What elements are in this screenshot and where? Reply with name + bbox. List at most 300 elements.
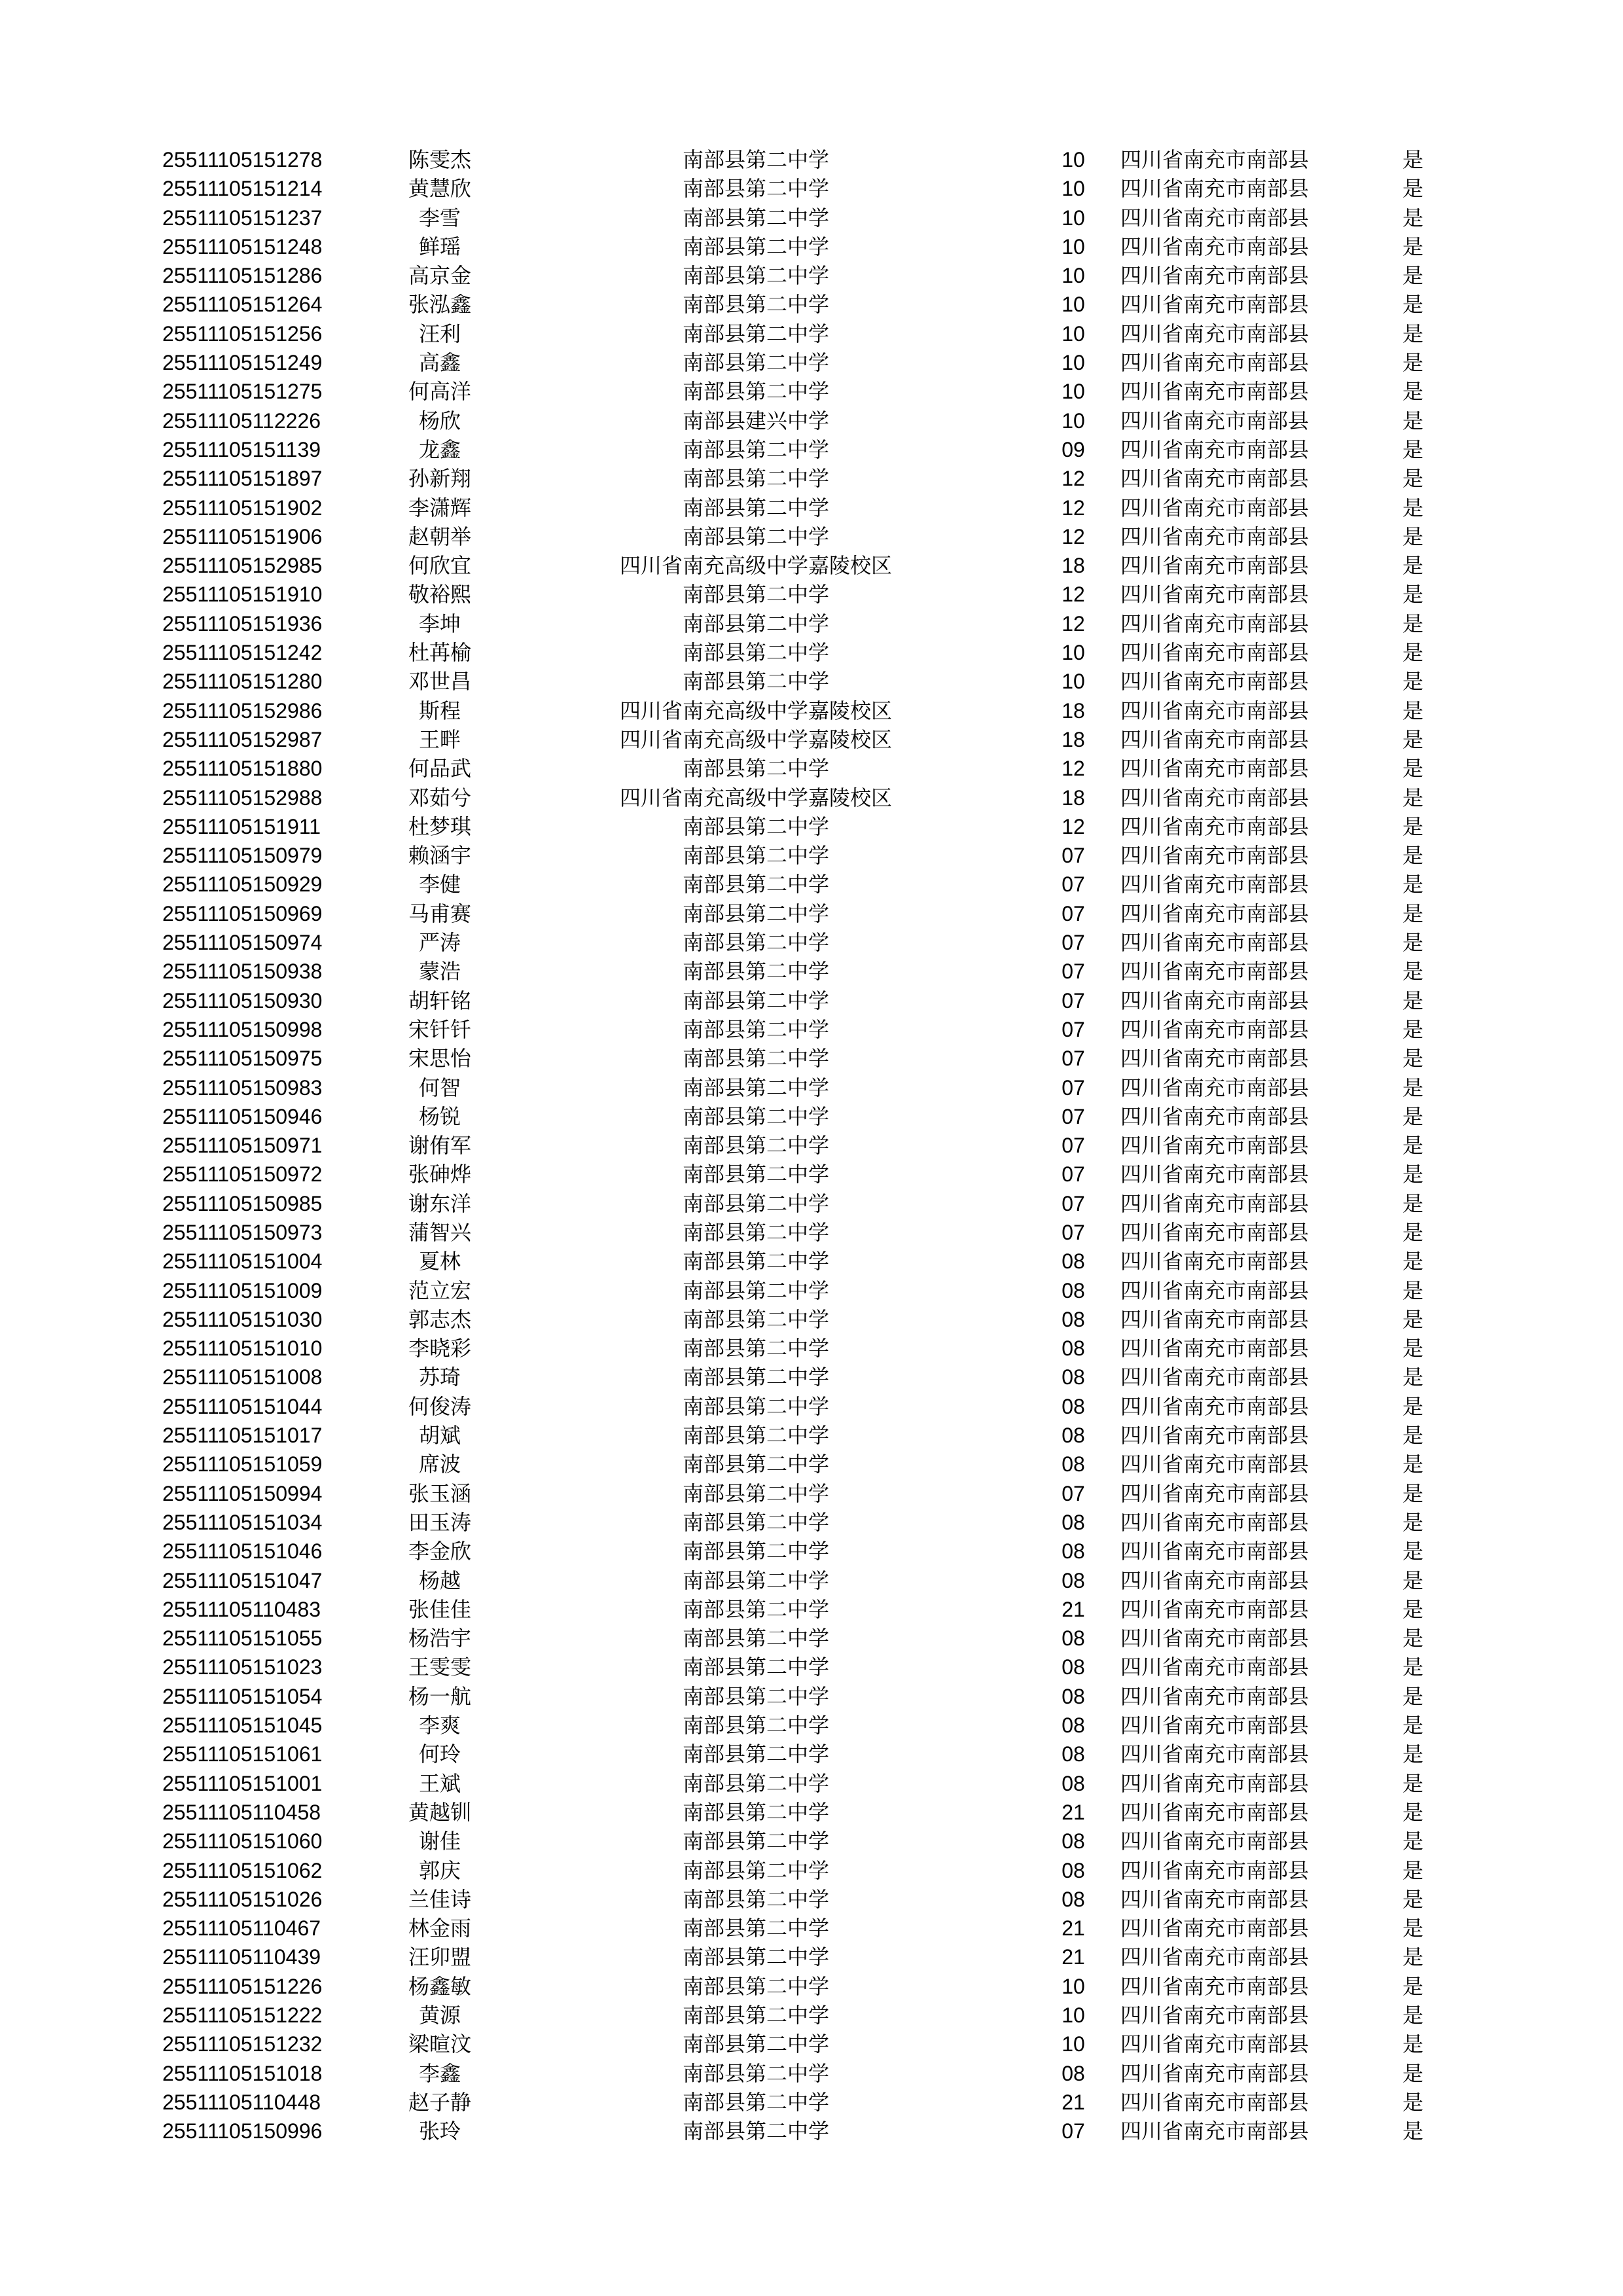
table-row xyxy=(0,1015,1623,1044)
student-name-cell-text: 何俊涛 xyxy=(408,1393,472,1419)
student-name-cell-text: 杨欣 xyxy=(419,408,461,433)
student-name-cell-text: 田玉涛 xyxy=(408,1509,472,1535)
status-flag-cell: 是 xyxy=(1402,321,1424,346)
region-cell: 四川省南充市南部县 xyxy=(1120,1016,1310,1042)
class-code-cell-text: 21 xyxy=(1061,1800,1085,1824)
table-row xyxy=(0,232,1623,261)
table-row xyxy=(0,580,1623,609)
student-name-cell-text: 李金欣 xyxy=(408,1539,472,1564)
school-cell-text: 南部县第二中学 xyxy=(683,1162,830,1187)
table-row xyxy=(0,1508,1623,1537)
exam-id-cell: 25511105110439 xyxy=(162,1945,321,1969)
status-flag-cell: 是 xyxy=(1402,1075,1424,1100)
exam-id-cell: 25511105151897 xyxy=(162,467,323,491)
student-name-cell-text: 梁暄汶 xyxy=(408,2032,472,2057)
table-row xyxy=(0,1943,1623,1971)
status-flag-cell: 是 xyxy=(1402,582,1424,607)
school-cell-text: 南部县第二中学 xyxy=(683,1133,830,1158)
table-row xyxy=(0,1044,1623,1073)
region-cell: 四川省南充市南部县 xyxy=(1120,408,1310,433)
table-row xyxy=(0,2117,1623,2145)
school-cell-text: 南部县第二中学 xyxy=(683,1423,830,1448)
status-flag-cell: 是 xyxy=(1402,1133,1424,1158)
school-cell-text: 南部县第二中学 xyxy=(683,321,830,346)
region-cell: 四川省南充市南部县 xyxy=(1120,640,1310,666)
student-name-cell-text: 李坤 xyxy=(419,611,461,636)
table-row xyxy=(0,493,1623,522)
region-cell: 四川省南充市南部县 xyxy=(1120,1393,1310,1419)
school-cell-text: 南部县第二中学 xyxy=(683,1742,830,1767)
school-cell-text: 南部县第二中学 xyxy=(683,1046,830,1071)
school-cell-text: 南部县第二中学 xyxy=(683,234,830,259)
student-name-cell-text: 席波 xyxy=(419,1452,461,1477)
status-flag-cell: 是 xyxy=(1402,1655,1424,1680)
region-cell: 四川省南充市南部县 xyxy=(1120,147,1310,172)
table-row xyxy=(0,2059,1623,2088)
student-name-cell-text: 谢东洋 xyxy=(408,1191,472,1216)
exam-id-cell: 25511105151046 xyxy=(162,1539,323,1564)
region-cell: 四川省南充市南部县 xyxy=(1120,495,1310,520)
status-flag-cell: 是 xyxy=(1402,1568,1424,1593)
table-row xyxy=(0,754,1623,783)
exam-id-cell: 25511105151910 xyxy=(162,583,323,607)
school-cell-text: 南部县第二中学 xyxy=(683,437,830,462)
class-code-cell-text: 08 xyxy=(1061,1452,1085,1477)
status-flag-cell: 是 xyxy=(1402,959,1424,984)
status-flag-cell: 是 xyxy=(1402,1916,1424,1941)
region-cell: 四川省南充市南部县 xyxy=(1120,2003,1310,2028)
exam-id-cell: 25511105110467 xyxy=(162,1916,321,1941)
region-cell: 四川省南充市南部县 xyxy=(1120,553,1310,579)
school-cell-text: 南部县第二中学 xyxy=(683,2032,830,2057)
class-code-cell-text: 08 xyxy=(1061,1365,1085,1390)
exam-id-cell: 25511105151047 xyxy=(162,1568,323,1592)
student-name-cell-text: 黄源 xyxy=(419,2003,461,2028)
class-code-cell-text: 08 xyxy=(1061,1713,1085,1738)
class-code-cell-text: 07 xyxy=(1061,1017,1085,1041)
region-cell: 四川省南充市南部县 xyxy=(1120,1857,1310,1883)
class-code-cell-text: 08 xyxy=(1061,1336,1085,1361)
status-flag-cell: 是 xyxy=(1402,988,1424,1013)
student-name-cell-text: 宋钎钎 xyxy=(408,1016,472,1042)
exam-id-cell: 25511105150969 xyxy=(162,901,323,925)
status-flag-cell: 是 xyxy=(1402,814,1424,839)
table-row xyxy=(0,1653,1623,1681)
region-cell: 四川省南充市南部县 xyxy=(1120,1799,1310,1825)
class-code-cell-text: 12 xyxy=(1061,467,1085,491)
table-row xyxy=(0,899,1623,928)
student-name-cell-text: 蒙浩 xyxy=(419,959,461,984)
table-row xyxy=(0,348,1623,377)
student-name-cell-text: 张佳佳 xyxy=(408,1596,472,1622)
status-flag-cell: 是 xyxy=(1402,756,1424,781)
exam-id-cell: 25511105152985 xyxy=(162,554,323,578)
region-cell: 四川省南充市南部县 xyxy=(1120,1075,1310,1100)
class-code-cell-text: 08 xyxy=(1061,1887,1085,1911)
school-cell-text: 南部县第二中学 xyxy=(683,669,830,694)
region-cell: 四川省南充市南部县 xyxy=(1120,1770,1310,1796)
school-cell-text: 四川省南充高级中学嘉陵校区 xyxy=(620,785,893,810)
region-cell: 四川省南充市南部县 xyxy=(1120,1945,1310,1970)
student-name-cell-text: 蒲智兴 xyxy=(408,1219,472,1245)
status-flag-cell: 是 xyxy=(1402,785,1424,810)
table-row xyxy=(0,1914,1623,1943)
table-row xyxy=(0,290,1623,319)
class-code-cell-text: 12 xyxy=(1061,583,1085,607)
school-cell-text: 南部县第二中学 xyxy=(683,2060,830,2086)
status-flag-cell: 是 xyxy=(1402,408,1424,433)
exam-id-cell: 25511105150985 xyxy=(162,1191,323,1215)
status-flag-cell: 是 xyxy=(1402,901,1424,926)
school-cell-text: 南部县建兴中学 xyxy=(683,408,830,433)
exam-id-cell: 25511105151249 xyxy=(162,351,323,375)
student-name-cell-text: 林金雨 xyxy=(408,1916,472,1941)
table-row xyxy=(0,1682,1623,1711)
status-flag-cell: 是 xyxy=(1402,1365,1424,1390)
table-row xyxy=(0,928,1623,957)
school-cell-text: 南部县第二中学 xyxy=(683,1278,830,1303)
table-row xyxy=(0,174,1623,203)
exam-id-cell: 25511105151010 xyxy=(162,1336,323,1361)
table-row xyxy=(0,812,1623,841)
school-cell-text: 南部县第二中学 xyxy=(683,1655,830,1680)
status-flag-cell: 是 xyxy=(1402,1886,1424,1912)
class-code-cell-text: 10 xyxy=(1061,670,1085,694)
class-code-cell-text: 10 xyxy=(1061,2003,1085,2027)
exam-id-cell: 25511105151286 xyxy=(162,264,323,288)
status-flag-cell: 是 xyxy=(1402,495,1424,520)
table-row xyxy=(0,1595,1623,1624)
region-cell: 四川省南充市南部县 xyxy=(1120,1742,1310,1767)
school-cell-text: 南部县第二中学 xyxy=(683,2089,830,2115)
class-code-cell-text: 18 xyxy=(1061,785,1085,810)
class-code-cell-text: 07 xyxy=(1061,1162,1085,1187)
table-row xyxy=(0,1798,1623,1827)
status-flag-cell: 是 xyxy=(1402,2060,1424,2086)
status-flag-cell: 是 xyxy=(1402,263,1424,289)
student-name-cell-text: 何玲 xyxy=(419,1742,461,1767)
region-cell: 四川省南充市南部县 xyxy=(1120,988,1310,1013)
student-name-cell-text: 李健 xyxy=(419,872,461,897)
class-code-cell-text: 07 xyxy=(1061,1481,1085,1505)
table-row xyxy=(0,1537,1623,1566)
student-name-cell-text: 陈雯杰 xyxy=(408,147,472,172)
status-flag-cell: 是 xyxy=(1402,379,1424,404)
class-code-cell-text: 10 xyxy=(1061,321,1085,346)
school-cell-text: 南部县第二中学 xyxy=(683,176,830,202)
table-row xyxy=(0,1769,1623,1798)
class-code-cell-text: 08 xyxy=(1061,1394,1085,1418)
status-flag-cell: 是 xyxy=(1402,524,1424,549)
exam-id-cell: 25511105110483 xyxy=(162,1597,321,1621)
status-flag-cell: 是 xyxy=(1402,1306,1424,1332)
table-row xyxy=(0,1363,1623,1391)
exam-id-cell: 25511105151242 xyxy=(162,641,323,665)
school-cell-text: 南部县第二中学 xyxy=(683,292,830,317)
table-row xyxy=(0,696,1623,725)
class-code-cell-text: 08 xyxy=(1061,1568,1085,1592)
region-cell: 四川省南充市南部县 xyxy=(1120,1103,1310,1129)
student-name-cell-text: 苏琦 xyxy=(419,1365,461,1390)
table-row xyxy=(0,522,1623,551)
table-row xyxy=(0,1711,1623,1740)
region-cell: 四川省南充市南部县 xyxy=(1120,1568,1310,1593)
table-row xyxy=(0,1566,1623,1595)
student-name-cell-text: 何欣宜 xyxy=(408,553,472,579)
exam-id-cell: 25511105150994 xyxy=(162,1481,323,1505)
school-cell-text: 南部县第二中学 xyxy=(683,2003,830,2028)
status-flag-cell: 是 xyxy=(1402,1219,1424,1245)
region-cell: 四川省南充市南部县 xyxy=(1120,1480,1310,1506)
region-cell: 四川省南充市南部县 xyxy=(1120,814,1310,839)
student-name-cell-text: 夏林 xyxy=(419,1249,461,1274)
region-cell: 四川省南充市南部县 xyxy=(1120,1046,1310,1071)
class-code-cell-text: 10 xyxy=(1061,234,1085,259)
table-row xyxy=(0,435,1623,464)
region-cell: 四川省南充市南部县 xyxy=(1120,582,1310,607)
exam-id-cell: 25511105151018 xyxy=(162,2061,323,2085)
region-cell: 四川省南充市南部县 xyxy=(1120,1916,1310,1941)
exam-id-cell: 25511105151026 xyxy=(162,1887,323,1911)
region-cell: 四川省南充市南部县 xyxy=(1120,1713,1310,1738)
school-cell-text: 南部县第二中学 xyxy=(683,1626,830,1651)
class-code-cell-text: 12 xyxy=(1061,495,1085,520)
exam-id-cell: 25511105152988 xyxy=(162,785,323,810)
class-code-cell-text: 21 xyxy=(1061,2090,1085,2114)
table-row xyxy=(0,1131,1623,1160)
status-flag-cell: 是 xyxy=(1402,1945,1424,1970)
exam-id-cell: 25511105151906 xyxy=(162,524,323,548)
school-cell-text: 南部县第二中学 xyxy=(683,988,830,1013)
region-cell: 四川省南充市南部县 xyxy=(1120,698,1310,723)
class-code-cell-text: 21 xyxy=(1061,1916,1085,1941)
student-name-cell-text: 胡斌 xyxy=(419,1423,461,1448)
student-name-cell-text: 谢侑军 xyxy=(408,1133,472,1158)
status-flag-cell: 是 xyxy=(1402,1249,1424,1274)
school-cell-text: 南部县第二中学 xyxy=(683,205,830,230)
region-cell: 四川省南充市南部县 xyxy=(1120,2032,1310,2057)
exam-id-cell: 25511105151237 xyxy=(162,206,323,230)
status-flag-cell: 是 xyxy=(1402,1857,1424,1883)
school-cell-text: 南部县第二中学 xyxy=(683,872,830,897)
status-flag-cell: 是 xyxy=(1402,234,1424,259)
class-code-cell-text: 10 xyxy=(1061,380,1085,404)
exam-id-cell: 25511105151936 xyxy=(162,611,323,636)
region-cell: 四川省南充市南部县 xyxy=(1120,1249,1310,1274)
data-table xyxy=(0,145,1623,2145)
student-name-cell-text: 何智 xyxy=(419,1075,461,1100)
table-row xyxy=(0,1073,1623,1102)
exam-id-cell: 25511105150983 xyxy=(162,1075,323,1100)
region-cell: 四川省南充市南部县 xyxy=(1120,1509,1310,1535)
exam-id-cell: 25511105150971 xyxy=(162,1134,323,1158)
table-row xyxy=(0,2001,1623,2030)
table-row xyxy=(0,1392,1623,1421)
region-cell: 四川省南充市南部县 xyxy=(1120,843,1310,869)
exam-id-cell: 25511105151264 xyxy=(162,293,323,317)
table-row xyxy=(0,261,1623,290)
exam-id-cell: 25511105151059 xyxy=(162,1452,323,1477)
region-cell: 四川省南充市南部县 xyxy=(1120,234,1310,259)
class-code-cell-text: 08 xyxy=(1061,1249,1085,1274)
class-code-cell-text: 10 xyxy=(1061,293,1085,317)
region-cell: 四川省南充市南部县 xyxy=(1120,2119,1310,2144)
school-cell-text: 南部县第二中学 xyxy=(683,1799,830,1825)
school-cell-text: 南部县第二中学 xyxy=(683,1539,830,1564)
school-cell-text: 四川省南充高级中学嘉陵校区 xyxy=(620,726,893,752)
student-name-cell-text: 斯程 xyxy=(419,698,461,723)
student-name-cell-text: 邓世昌 xyxy=(408,669,472,694)
student-name-cell-text: 李爽 xyxy=(419,1713,461,1738)
school-cell-text: 南部县第二中学 xyxy=(683,1249,830,1274)
region-cell: 四川省南充市南部县 xyxy=(1120,1626,1310,1651)
status-flag-cell: 是 xyxy=(1402,1393,1424,1419)
student-name-cell-text: 杨鑫敏 xyxy=(408,1973,472,1999)
status-flag-cell: 是 xyxy=(1402,1452,1424,1477)
exam-id-cell: 25511105151034 xyxy=(162,1510,323,1534)
class-code-cell-text: 10 xyxy=(1061,408,1085,433)
student-name-cell-text: 严涛 xyxy=(419,930,461,956)
class-code-cell-text: 07 xyxy=(1061,901,1085,925)
region-cell: 四川省南充市南部县 xyxy=(1120,1596,1310,1622)
student-name-cell-text: 张玉涵 xyxy=(408,1480,472,1506)
student-name-cell-text: 赖涵宇 xyxy=(408,843,472,869)
status-flag-cell: 是 xyxy=(1402,1596,1424,1622)
exam-id-cell: 25511105151278 xyxy=(162,148,323,171)
table-row xyxy=(0,1624,1623,1653)
status-flag-cell: 是 xyxy=(1402,726,1424,752)
status-flag-cell: 是 xyxy=(1402,843,1424,869)
school-cell-text: 南部县第二中学 xyxy=(683,1683,830,1709)
region-cell: 四川省南充市南部县 xyxy=(1120,321,1310,346)
school-cell-text: 南部县第二中学 xyxy=(683,1945,830,1970)
student-name-cell-text: 汪卯盟 xyxy=(408,1945,472,1970)
region-cell: 四川省南充市南部县 xyxy=(1120,901,1310,926)
table-row xyxy=(0,1334,1623,1363)
school-cell-text: 南部县第二中学 xyxy=(683,1075,830,1100)
table-row xyxy=(0,464,1623,493)
table-row xyxy=(0,2088,1623,2117)
status-flag-cell: 是 xyxy=(1402,640,1424,666)
region-cell: 四川省南充市南部县 xyxy=(1120,872,1310,897)
status-flag-cell: 是 xyxy=(1402,176,1424,202)
student-name-cell-text: 黄越钏 xyxy=(408,1799,472,1825)
exam-id-cell: 25511105150974 xyxy=(162,931,323,955)
school-cell-text: 南部县第二中学 xyxy=(683,1973,830,1999)
status-flag-cell: 是 xyxy=(1402,1423,1424,1448)
class-code-cell-text: 08 xyxy=(1061,1829,1085,1854)
table-row xyxy=(0,1276,1623,1305)
table-row xyxy=(0,204,1623,232)
status-flag-cell: 是 xyxy=(1402,1799,1424,1825)
status-flag-cell: 是 xyxy=(1402,1829,1424,1854)
region-cell: 四川省南充市南部县 xyxy=(1120,1655,1310,1680)
status-flag-cell: 是 xyxy=(1402,872,1424,897)
status-flag-cell: 是 xyxy=(1402,553,1424,579)
table-row xyxy=(0,1740,1623,1768)
region-cell: 四川省南充市南部县 xyxy=(1120,1365,1310,1390)
student-name-cell-text: 宋思怡 xyxy=(408,1046,472,1071)
table-row xyxy=(0,1421,1623,1450)
student-name-cell-text: 高京金 xyxy=(408,263,472,289)
student-name-cell-text: 鲜瑶 xyxy=(419,234,461,259)
student-name-cell-text: 郭庆 xyxy=(419,1857,461,1883)
exam-id-cell: 25511105151256 xyxy=(162,321,323,346)
exam-id-cell: 25511105151004 xyxy=(162,1249,323,1274)
region-cell: 四川省南充市南部县 xyxy=(1120,437,1310,462)
class-code-cell-text: 08 xyxy=(1061,1858,1085,1882)
class-code-cell-text: 08 xyxy=(1061,2061,1085,2085)
table-row xyxy=(0,406,1623,435)
school-cell-text: 南部县第二中学 xyxy=(683,611,830,636)
region-cell: 四川省南充市南部县 xyxy=(1120,1423,1310,1448)
status-flag-cell: 是 xyxy=(1402,437,1424,462)
school-cell-text: 南部县第二中学 xyxy=(683,1219,830,1245)
region-cell: 四川省南充市南部县 xyxy=(1120,1539,1310,1564)
class-code-cell-text: 07 xyxy=(1061,1191,1085,1215)
exam-id-cell: 25511105151009 xyxy=(162,1278,323,1302)
student-name-cell-text: 王斌 xyxy=(419,1770,461,1796)
student-name-cell-text: 汪利 xyxy=(419,321,461,346)
table-row xyxy=(0,1479,1623,1508)
class-code-cell-text: 08 xyxy=(1061,1742,1085,1767)
status-flag-cell: 是 xyxy=(1402,1973,1424,1999)
region-cell: 四川省南充市南部县 xyxy=(1120,1829,1310,1854)
school-cell-text: 南部县第二中学 xyxy=(683,1452,830,1477)
status-flag-cell: 是 xyxy=(1402,1336,1424,1361)
student-name-cell-text: 杜苒榆 xyxy=(408,640,472,666)
class-code-cell-text: 07 xyxy=(1061,960,1085,984)
region-cell: 四川省南充市南部县 xyxy=(1120,669,1310,694)
exam-id-cell: 25511105151275 xyxy=(162,380,323,404)
exam-id-cell: 25511105110448 xyxy=(162,2090,321,2114)
student-name-cell-text: 何品武 xyxy=(408,756,472,781)
exam-id-cell: 25511105151226 xyxy=(162,1974,323,1998)
status-flag-cell: 是 xyxy=(1402,1539,1424,1564)
exam-id-cell: 25511105151061 xyxy=(162,1742,323,1767)
region-cell: 四川省南充市南部县 xyxy=(1120,1133,1310,1158)
student-name-cell-text: 李潇辉 xyxy=(408,495,472,520)
student-name-cell-text: 王雯雯 xyxy=(408,1655,472,1680)
class-code-cell-text: 10 xyxy=(1061,206,1085,230)
school-cell-text: 南部县第二中学 xyxy=(683,379,830,404)
exam-id-cell: 25511105151280 xyxy=(162,670,323,694)
exam-id-cell: 25511105112226 xyxy=(162,408,321,433)
status-flag-cell: 是 xyxy=(1402,1016,1424,1042)
status-flag-cell: 是 xyxy=(1402,2003,1424,2028)
class-code-cell-text: 18 xyxy=(1061,727,1085,751)
school-cell-text: 南部县第二中学 xyxy=(683,959,830,984)
student-name-cell-text: 赵子静 xyxy=(408,2089,472,2115)
school-cell-text: 南部县第二中学 xyxy=(683,466,830,492)
exam-id-cell: 25511105151139 xyxy=(162,437,321,461)
school-cell-text: 南部县第二中学 xyxy=(683,756,830,781)
table-row xyxy=(0,783,1623,812)
class-code-cell-text: 08 xyxy=(1061,1771,1085,1795)
region-cell: 四川省南充市南部县 xyxy=(1120,1191,1310,1216)
table-row xyxy=(0,1972,1623,2001)
region-cell: 四川省南充市南部县 xyxy=(1120,726,1310,752)
class-code-cell-text: 09 xyxy=(1061,437,1085,461)
exam-id-cell: 25511105150996 xyxy=(162,2119,323,2144)
school-cell-text: 南部县第二中学 xyxy=(683,582,830,607)
region-cell: 四川省南充市南部县 xyxy=(1120,263,1310,289)
region-cell: 四川省南充市南部县 xyxy=(1120,2089,1310,2115)
class-code-cell-text: 07 xyxy=(1061,1047,1085,1071)
table-row xyxy=(0,667,1623,696)
status-flag-cell: 是 xyxy=(1402,1626,1424,1651)
class-code-cell-text: 08 xyxy=(1061,1684,1085,1708)
